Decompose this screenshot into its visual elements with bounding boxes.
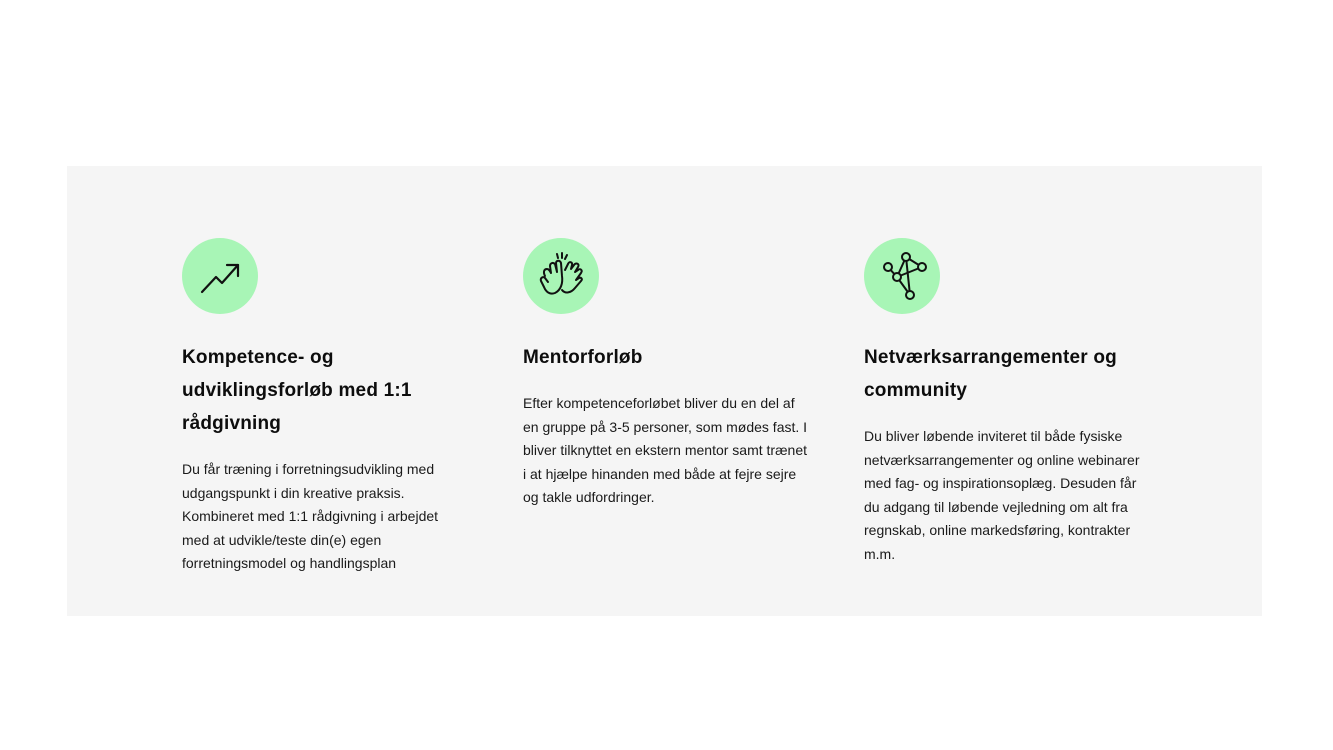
feature-title: Netværksarrangementer og community [864, 347, 1117, 401]
network-icon [876, 250, 928, 302]
feature-description: Du bliver løbende inviteret til både fysiske netværksarrangementer og online webinarer med fag- og inspirationsoplæg. Desuden får du adgang til løbende vejledning om alt fra regnskab, online markedsføring, kontrakter m.m. [864, 428, 1140, 562]
feature-card-competence [182, 238, 472, 576]
feature-title: Mentorforløb [523, 347, 643, 368]
high-five-icon [535, 250, 587, 302]
feature-icon-circle [182, 238, 258, 314]
features-panel [67, 166, 1262, 616]
trend-up-icon [194, 250, 246, 302]
feature-card-mentor [523, 238, 813, 510]
feature-icon-circle [523, 238, 599, 314]
feature-icon-circle [864, 238, 940, 314]
feature-description: Du får træning i forretningsudvikling med udgangspunkt i din kreative praksis. Kombineret med 1:1 rådgivning i arbejdet med at udvikle/teste din(e) egen forretningsmodel og handlingsplan [182, 461, 439, 571]
feature-card-network [864, 238, 1154, 566]
feature-title: Kompetence- og udviklingsforløb med 1:1 rådgivning [182, 347, 412, 434]
feature-description: Efter kompetenceforløbet bliver du en del af en gruppe på 3-5 personer, som mødes fast. I bliver tilknyttet en ekstern mentor samt trænet i at hjælpe hinanden med både at fejre sejre og takle udfordringer. [523, 395, 808, 505]
